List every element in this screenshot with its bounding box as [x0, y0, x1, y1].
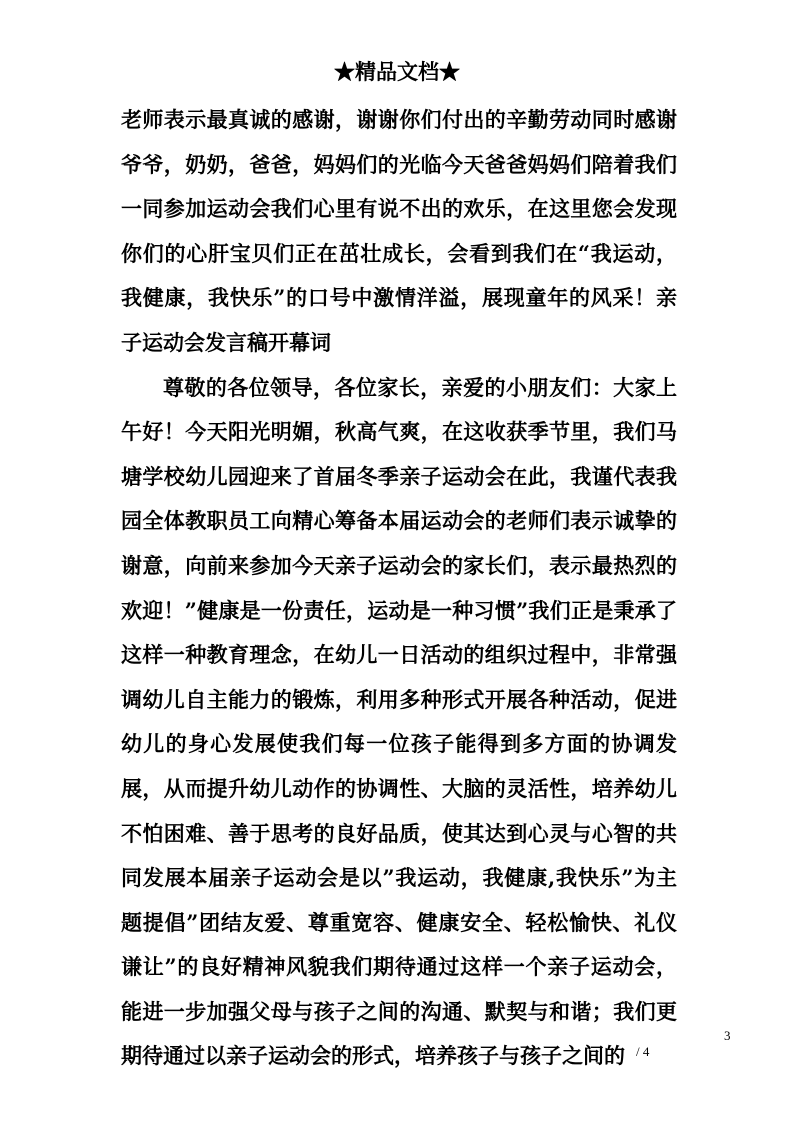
document-header: ★精品文档★	[334, 59, 460, 84]
page-total: / 4	[636, 1044, 650, 1059]
page-number: 3	[724, 1028, 731, 1043]
document-body	[121, 98, 677, 1079]
paragraph-opening-speech: 尊敬的各位领导，各位家长，亲爱的小朋友们：大家上午好！今天阳光明媚，秋高气爽，在这收获季节里，我们马塘学校幼儿园迎来了首届冬季亲子运动会在此，我谨代表我园全体教职员工向精心筹备本届运动会的老师们表示诚挚的谢意，向前来参加今天亲子运动会的家长们，表示最热烈的欢迎！”健康是一份责任，运动是一种习惯”我们正是秉承了这样一种教育理念，在幼儿一日活动的组织过程中，非常强调幼儿自主能力的锻炼，利用多种形式开展各种活动，促进幼儿的身心发展使我们每一位孩子能得到多方面的协调发展，从而提升幼儿动作的协调性、大脑的灵活性，培养幼儿不怕困难、善于思考的良好品质，使其达到心灵与心智的共同发展本届亲子运动会是以”我运动，我健康,我快乐”为主题提倡”团结友爱、尊重宽容、健康安全、轻松愉快、礼仪谦让”的良好精神风貌我们期待通过这样一个亲子运动会，能进一步加强父母与孩子之间的沟通、默契与和谐；我们更期待通过以亲子运动会的形式，培养孩子与孩子之间的	[121, 374, 677, 1069]
paragraph-continued: 老师表示最真诚的感谢，谢谢你们付出的辛勤劳动同时感谢爷爷，奶奶，爸爸，妈妈们的光临今天爸爸妈妈们陪着我们一同参加运动会我们心里有说不出的欢乐，在这里您会发现你们的心肝宝贝们正在茁壮成长，会看到我们在“我运动，我健康，我快乐”的口号中激情洋溢，展现童年的风采！亲子运动会发言稿开幕词	[121, 107, 677, 355]
